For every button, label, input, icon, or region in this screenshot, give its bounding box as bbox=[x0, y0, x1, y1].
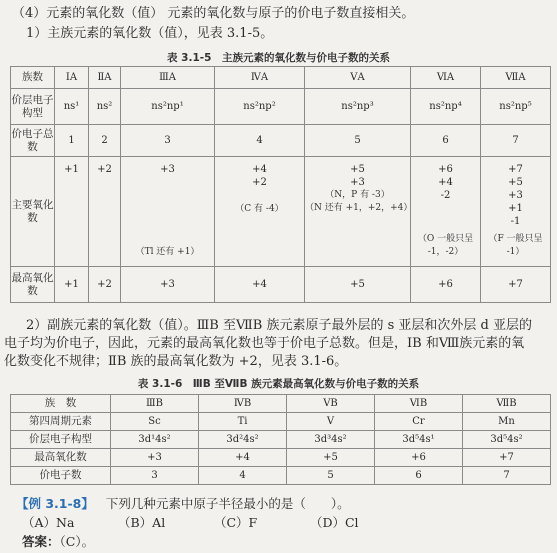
max-cell: +4 bbox=[215, 267, 305, 303]
max-cell: +3 bbox=[111, 449, 199, 467]
table2-row-max bbox=[11, 449, 551, 467]
ox-cell bbox=[55, 157, 89, 267]
table1-row-max bbox=[11, 267, 551, 303]
valence-cell: 5 bbox=[287, 467, 375, 485]
group-cell: ⅠA bbox=[55, 67, 89, 89]
row-label: 第四周期元素 bbox=[11, 413, 111, 431]
row-label-valence: 价电子总数 bbox=[11, 125, 55, 157]
group-cell: ⅢA bbox=[121, 67, 215, 89]
ox-cell bbox=[411, 157, 481, 267]
option-a: （A）Na bbox=[22, 515, 75, 530]
example-question: 下列几种元素中原子半径最小的是（ ）。 bbox=[105, 496, 350, 511]
valence-cell: 6 bbox=[411, 125, 481, 157]
option-d: （D）Cl bbox=[309, 515, 359, 530]
row-label-group: 族数 bbox=[11, 67, 55, 89]
element-cell: Cr bbox=[375, 413, 463, 431]
para2-line-1: 2）副族元素的氧化数（值）。ⅢB 至ⅦB 族元素原子最外层的 s 亚层和次外层 d 亚层的 bbox=[26, 318, 532, 333]
ox-cell bbox=[89, 157, 121, 267]
group-cell: ⅣA bbox=[215, 67, 305, 89]
subgroup-table bbox=[10, 394, 551, 485]
example-answer bbox=[22, 534, 94, 550]
table1-row-valence bbox=[11, 125, 551, 157]
table1-caption: 表 3.1-5 主族元素的氧化数与价电子数的关系 bbox=[167, 52, 390, 64]
group-cell: ⅡA bbox=[89, 67, 121, 89]
ox-value: +1 bbox=[64, 164, 79, 175]
ox-note: （N，P 有 -3） bbox=[325, 190, 390, 200]
table2-row-group bbox=[11, 395, 551, 413]
config-cell: 3d⁵4s² bbox=[463, 431, 551, 449]
element-cell: Mn bbox=[463, 413, 551, 431]
ox-value: +4 bbox=[252, 164, 267, 175]
answer-value: （C）。 bbox=[59, 534, 95, 549]
row-label-ox: 主要氧化数 bbox=[11, 157, 55, 267]
table1-row-group bbox=[11, 67, 551, 89]
ox-value: +3 bbox=[350, 177, 365, 188]
config-cell: ns²np⁵ bbox=[481, 89, 551, 125]
table2-row-config bbox=[11, 431, 551, 449]
option-b: （B）Al bbox=[117, 515, 166, 530]
example-label: 【例 3.1-8】 bbox=[16, 496, 94, 511]
config-cell: ns¹ bbox=[55, 89, 89, 125]
ox-value: +5 bbox=[350, 164, 365, 175]
config-cell: 3d²4s² bbox=[199, 431, 287, 449]
table2-row-element bbox=[11, 413, 551, 431]
intro-line-2: 1）主族元素的氧化数（值），见表 3.1-5。 bbox=[26, 26, 274, 41]
config-cell: ns²np³ bbox=[305, 89, 411, 125]
para2-line-2: 电子均为价电子，因此，元素的最高氧化数也等于价电子总数。但是，ⅠB 和Ⅷ族元素的氧 bbox=[4, 336, 525, 351]
valence-cell: 3 bbox=[111, 467, 199, 485]
ox-cell bbox=[305, 157, 411, 267]
intro-line-1: （4）元素的氧化数（值） 元素的氧化数与原子的价电子数直接相关。 bbox=[12, 6, 415, 21]
ox-value: +4 bbox=[438, 177, 453, 188]
table2-caption: 表 3.1-6 ⅢB 至ⅦB 族元素最高氧化数与价电子数的关系 bbox=[137, 378, 420, 390]
main-group-table bbox=[10, 66, 551, 303]
config-cell: ns²np⁴ bbox=[411, 89, 481, 125]
element-cell: Sc bbox=[111, 413, 199, 431]
valence-cell: 4 bbox=[199, 467, 287, 485]
ox-note: （N 还有 +1，+2，+4） bbox=[305, 203, 413, 213]
max-cell: +4 bbox=[199, 449, 287, 467]
ox-cell bbox=[481, 157, 551, 267]
row-label: 价电子数 bbox=[11, 467, 111, 485]
ox-cell bbox=[121, 157, 215, 267]
example-question-line bbox=[16, 496, 350, 512]
group-cell: ⅣB bbox=[199, 395, 287, 413]
group-cell: ⅦB bbox=[463, 395, 551, 413]
max-cell: +3 bbox=[121, 267, 215, 303]
valence-cell: 2 bbox=[89, 125, 121, 157]
element-cell: Ti bbox=[199, 413, 287, 431]
ox-note: （O 一般只呈 -1，-2） bbox=[417, 234, 474, 257]
ox-note: （C 有 -4） bbox=[235, 204, 284, 214]
group-cell: ⅥB bbox=[375, 395, 463, 413]
max-cell: +1 bbox=[55, 267, 89, 303]
example-options bbox=[22, 515, 402, 531]
ox-note: （Tl 还有 +1） bbox=[135, 247, 200, 257]
valence-cell: 6 bbox=[375, 467, 463, 485]
ox-value: +3 bbox=[508, 190, 523, 201]
config-cell: 3d⁵4s¹ bbox=[375, 431, 463, 449]
valence-cell: 4 bbox=[215, 125, 305, 157]
config-cell: ns² bbox=[89, 89, 121, 125]
max-cell: +2 bbox=[89, 267, 121, 303]
ox-value: +3 bbox=[160, 164, 175, 175]
ox-value: +7 bbox=[508, 164, 523, 175]
ox-value: +6 bbox=[438, 164, 453, 175]
group-cell: ⅢB bbox=[111, 395, 199, 413]
valence-cell: 1 bbox=[55, 125, 89, 157]
ox-value: +1 bbox=[508, 203, 523, 214]
table1-row-config bbox=[11, 89, 551, 125]
valence-cell: 5 bbox=[305, 125, 411, 157]
group-cell: ⅥA bbox=[411, 67, 481, 89]
row-label-max: 最高氧化数 bbox=[11, 267, 55, 303]
config-cell: 3d¹4s² bbox=[111, 431, 199, 449]
ox-note: （F 一般只呈 -1） bbox=[488, 234, 543, 257]
config-cell: ns²np¹ bbox=[121, 89, 215, 125]
row-label: 最高氧化数 bbox=[11, 449, 111, 467]
max-cell: +7 bbox=[463, 449, 551, 467]
valence-cell: 7 bbox=[463, 467, 551, 485]
row-label: 价层电子构型 bbox=[11, 431, 111, 449]
table1-row-ox bbox=[11, 157, 551, 267]
ox-value: +2 bbox=[97, 164, 112, 175]
max-cell: +5 bbox=[305, 267, 411, 303]
ox-value: -1 bbox=[510, 216, 521, 227]
row-label: 族 数 bbox=[11, 395, 111, 413]
ox-cell bbox=[215, 157, 305, 267]
max-cell: +7 bbox=[481, 267, 551, 303]
max-cell: +5 bbox=[287, 449, 375, 467]
max-cell: +6 bbox=[375, 449, 463, 467]
group-cell: ⅦA bbox=[481, 67, 551, 89]
ox-value: +5 bbox=[508, 177, 523, 188]
config-cell: 3d³4s² bbox=[287, 431, 375, 449]
ox-value: -2 bbox=[440, 190, 451, 201]
max-cell: +6 bbox=[411, 267, 481, 303]
group-cell: ⅤB bbox=[287, 395, 375, 413]
para2-line-3: 化数变化不规律；ⅡB 族的最高氧化数为 +2，见表 3.1-6。 bbox=[4, 354, 348, 369]
config-cell: ns²np² bbox=[215, 89, 305, 125]
valence-cell: 7 bbox=[481, 125, 551, 157]
answer-label: 答案： bbox=[22, 534, 60, 549]
row-label-config: 价层电子构型 bbox=[11, 89, 55, 125]
option-c: （C）F bbox=[213, 515, 258, 530]
valence-cell: 3 bbox=[121, 125, 215, 157]
element-cell: V bbox=[287, 413, 375, 431]
group-cell: ⅤA bbox=[305, 67, 411, 89]
table2-row-valence bbox=[11, 467, 551, 485]
ox-value: +2 bbox=[252, 177, 267, 188]
